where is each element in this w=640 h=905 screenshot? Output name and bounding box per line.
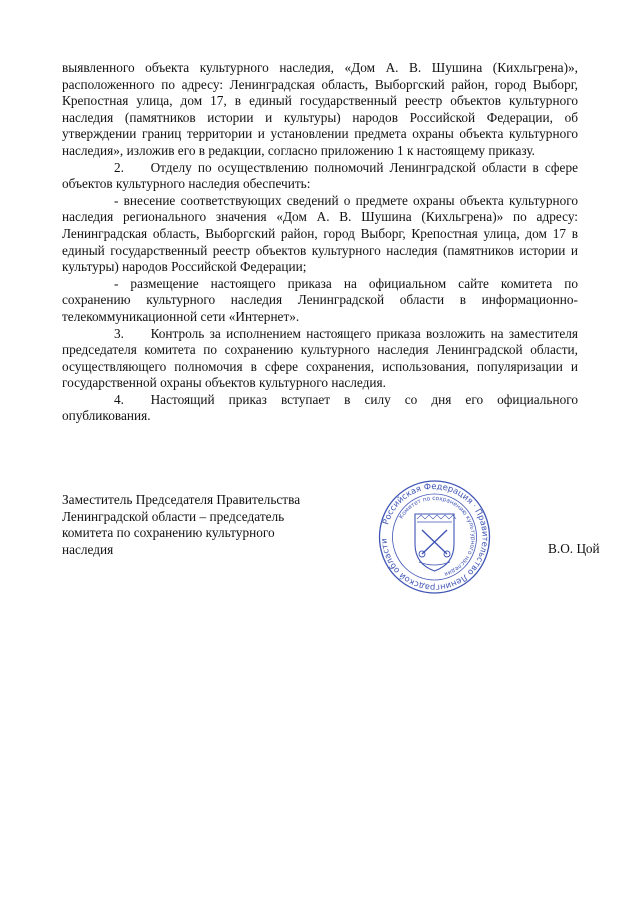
paragraph-2-item-2: - размещение настоящего приказа на официальном сайте комитета по сохранению культурного наследия Ленинградской области в информационно-телекоммуникационной сети «Интернет». — [62, 275, 578, 324]
signature-block — [62, 492, 352, 558]
signature-title-line-3: комитета по сохранению культурного — [62, 525, 275, 541]
paragraph-2: 2. Отделу по осуществлению полномочий Ленинградской области в сфере объектов культурного наследия обеспечить: — [62, 159, 578, 192]
signer-name: В.О. Цой — [548, 541, 600, 556]
signature-title-line-4: наследия — [62, 541, 114, 557]
paragraph-2-item-1: - внесение соответствующих сведений о предмете охраны объекта культурного наследия регионального значения «Дом А. В. Шушина (Кихльгрена)» по адресу: Ленинградская область, Выборгский район, город Выборг, Крепостная улица, дом 17 в единый государственный реестр объектов культурного наследия (памятников истории и культуры) народов Российской Федерации; — [62, 192, 578, 275]
signature-title-line-2: Ленинградской области – председатель — [62, 508, 285, 524]
signature-title-line-1: Заместитель Председателя Правительства — [62, 492, 301, 507]
document-body — [62, 60, 578, 425]
paragraph-3: 3. Контроль за исполнением настоящего приказа возложить на заместителя председателя комитета по сохранению культурного наследия Ленинградской области, осуществляющего полномочия в сфере сохранения, использования, популяризации и государственной охраны объектов культурного наследия. — [62, 325, 578, 391]
seal-outer-text: Российская Федерация · Правительство Ленинградской области — [378, 480, 491, 594]
paragraph-4: 4. Настоящий приказ вступает в силу со дня его официального опубликования. — [62, 391, 578, 424]
paragraph-intro: выявленного объекта культурного наследия, «Дом А. В. Шушина (Кихльгрена)», расположенного по адресу: Ленинградская область, Выборгский район, город Выборг, Крепостная улица, дом 17, в единый государственный реестр объектов культурного наследия (памятников истории и культуры) народов Российской Федерации, об утверждении границ территории и установлении предмета охраны объекта культурного наследия», изложив его в редакции, согласно приложению 1 к настоящему приказу. — [62, 60, 578, 158]
seal-inner-text: Комитет по сохранению культурного наследия — [398, 495, 476, 577]
official-seal-stamp — [377, 478, 492, 596]
